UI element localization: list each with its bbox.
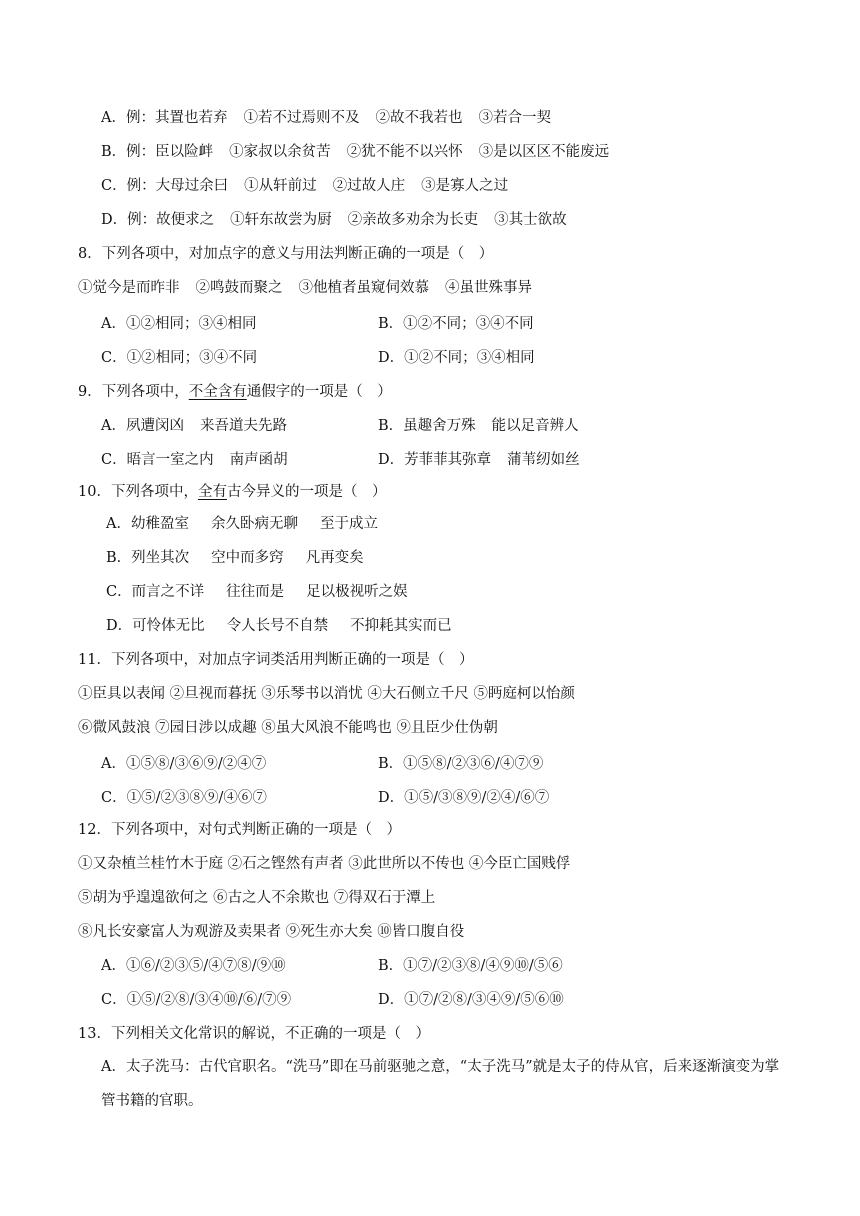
q7-option-d-item: ③其士欲故 (494, 212, 567, 228)
q10-option-d-part: 令人长号不自禁 (226, 618, 329, 634)
q9-option-d-part: 蒲苇纫如丝 (507, 452, 580, 468)
q7-option-a-item: ③若合一契 (478, 110, 551, 126)
q10-option-a-part: 至于成立 (319, 516, 378, 532)
q9-option-c-part: C．晤言一室之内 (101, 452, 214, 468)
q7-option-c (101, 176, 508, 196)
q9-stem (78, 382, 392, 402)
q12-item: ⑧凡长安豪富人为观游及卖果者 (78, 924, 281, 940)
q11-item: ①臣具以表闻 (78, 686, 165, 702)
q12-option-b: B．①⑦/②③⑧/④⑨⑩/⑤⑥ (378, 958, 563, 974)
q11-items-row2 (78, 718, 498, 738)
q13-option-a: A．太子洗马：古代官职名。“洗马”即在马前驱驰之意，“太子洗马”就是太子的侍从官，后来逐渐演变为掌管书籍的官职。 (101, 1059, 780, 1109)
q11-item: ⑥微风鼓浪 (78, 720, 151, 736)
q12-item: ⑥古之人不余欺也 (213, 890, 330, 906)
q11-item: ⑤眄庭柯以怡颜 (473, 686, 575, 702)
q10-option-c-part: 往往而是 (226, 584, 285, 600)
q12-item: ③此世所以不传也 (348, 856, 465, 872)
q12-items-row3 (78, 922, 464, 942)
q7-option-a (101, 108, 551, 128)
q11-option-a: A．①⑤⑧/③⑥⑨/②④⑦ (101, 756, 267, 772)
q7-option-b-item: ③是以区区不能废远 (478, 144, 610, 160)
q8-item: ②鸣鼓而聚之 (195, 280, 283, 296)
q10-option-c (106, 582, 408, 602)
q9-stem-prefix: 9．下列各项中， (78, 384, 189, 400)
q11-item: ③乐琴书以消忧 (261, 686, 363, 702)
q9-option-a-part: 来吾道夫先路 (199, 418, 287, 434)
q7-option-c-item: ①从轩前过 (244, 178, 317, 194)
q9-option-b-part: 能以足音辨人 (491, 418, 579, 434)
q10-option-d-part: 不抑耗其实而已 (350, 618, 452, 634)
q7-option-b-item: ②犹不能不以兴怀 (346, 144, 463, 160)
q12-item: ⑩皆口腹自役 (377, 924, 465, 940)
q12-item: ②石之铿然有声者 (227, 856, 344, 872)
q8-item: ①觉今是而昨非 (78, 280, 180, 296)
q10-option-b-part: 凡再变矣 (305, 550, 364, 566)
q7-option-c-item: ③是寡人之过 (421, 178, 509, 194)
q9-option-d-part: D．芳菲菲其弥章 (378, 452, 492, 468)
q11-stem: 11．下列各项中，对加点字词类活用判断正确的一项是（ ） (78, 652, 474, 668)
q10-option-d (106, 616, 452, 636)
q12-option-d: D．①⑦/②⑧/③④⑨/⑤⑥⑩ (378, 992, 564, 1008)
q12-items-row1 (78, 854, 570, 874)
q9-stem-underlined: 不全含有 (188, 384, 247, 400)
q8-option-a: A．①②相同；③④相同 (101, 316, 257, 332)
q11-option-c: C．①⑤/②③⑧⑨/④⑥⑦ (101, 790, 267, 806)
q12-item: ④今臣亡国贱俘 (468, 856, 571, 872)
q7-option-b-item: ①家叔以余贫苦 (229, 144, 331, 160)
q9-stem-suffix: 通假字的一项是（ ） (246, 384, 392, 400)
q10-option-a (106, 514, 378, 534)
q8-items (78, 278, 532, 298)
q12-option-a: A．①⑥/②③⑤/④⑦⑧/⑨⑩ (101, 958, 286, 974)
q8-item: ③他植者虽窥伺效慕 (298, 280, 429, 296)
q12-option-c: C．①⑤/②⑧/③④⑩/⑥/⑦⑨ (101, 992, 292, 1008)
q7-option-b-example: B．例：臣以险衅 (101, 144, 214, 160)
q11-option-d: D．①⑤/③⑧⑨/②④/⑥⑦ (378, 790, 550, 806)
q8-option-d: D．①②不同；③④相同 (378, 350, 535, 366)
q7-option-d-item: ①轩东故尝为厨 (230, 212, 332, 228)
q11-option-b: B．①⑤⑧/②③⑥/④⑦⑨ (378, 756, 544, 772)
q7-option-a-item: ①若不过焉则不及 (243, 110, 360, 126)
q11-items-row1 (78, 684, 575, 704)
q7-option-a-item: ②故不我若也 (375, 110, 463, 126)
q13-stem: 13．下列相关文化常识的解说，不正确的一项是（ ） (78, 1026, 430, 1042)
q11-item: ⑧虽大风浪不能鸣也 (261, 720, 392, 736)
q12-item: ⑤胡为乎遑遑欲何之 (78, 890, 209, 906)
q11-item: ⑦园日涉以成趣 (155, 720, 257, 736)
q9-option-b (378, 416, 579, 436)
q9-option-a (101, 416, 287, 436)
q7-option-d-example: D．例：故便求之 (101, 212, 215, 228)
q7-option-b (101, 142, 609, 162)
q8-stem: 8．下列各项中，对加点字的意义与用法判断正确的一项是（ ） (78, 246, 494, 262)
q8-item: ④虽世殊事异 (445, 280, 532, 296)
q10-option-d-part: D．可怜体无比 (106, 618, 205, 634)
q12-item: ⑨死生亦大矣 (285, 924, 373, 940)
q10-stem-underlined: 全有 (197, 484, 227, 500)
q12-item: ⑦得双石于潭上 (333, 890, 436, 906)
q11-item: ②旦视而暮抚 (169, 686, 257, 702)
q8-option-b: B．①②不同；③④不同 (378, 316, 534, 332)
q7-option-a-example: A．例：其置也若弃 (101, 110, 228, 126)
q12-stem: 12．下列各项中，对句式判断正确的一项是（ ） (78, 822, 401, 838)
q10-option-a-part: 余久卧病无聊 (210, 516, 298, 532)
q7-option-c-example: C．例：大母过余曰 (101, 178, 229, 194)
q10-option-b-part: B．列坐其次 (106, 550, 190, 566)
q10-stem (78, 482, 386, 502)
q7-option-d-item: ②亲故多劝余为长吏 (347, 212, 479, 228)
q9-option-a-part: A．夙遭闵凶 (101, 418, 184, 434)
q9-option-c-part: 南声函胡 (229, 452, 288, 468)
q10-option-b-part: 空中而多窍 (211, 550, 284, 566)
q12-items-row2 (78, 888, 435, 908)
q10-option-a-part: A．幼稚盈室 (106, 516, 189, 532)
q9-option-c (101, 450, 288, 470)
q10-option-c-part: C．而言之不详 (106, 584, 205, 600)
q10-option-c-part: 足以极视听之娱 (306, 584, 408, 600)
q9-option-b-part: B．虽趣舍万殊 (378, 418, 476, 434)
q11-item: ④大石侧立千尺 (367, 686, 469, 702)
q10-stem-prefix: 10．下列各项中， (78, 484, 198, 500)
q9-option-d (378, 450, 580, 470)
q7-option-d (101, 210, 567, 230)
q7-option-c-item: ②过故人庄 (332, 178, 406, 194)
q12-item: ①又杂植兰桂竹木于庭 (78, 856, 223, 872)
q11-item: ⑨且臣少仕伪朝 (396, 720, 498, 736)
q10-stem-suffix: 古今异义的一项是（ ） (226, 484, 387, 500)
q10-option-b (106, 548, 364, 568)
q8-option-c: C．①②相同；③④不同 (101, 350, 258, 366)
